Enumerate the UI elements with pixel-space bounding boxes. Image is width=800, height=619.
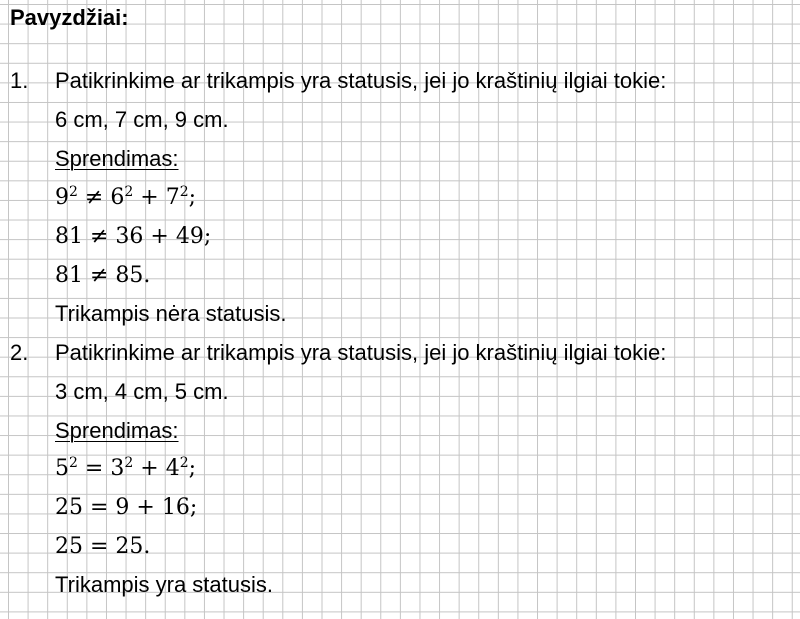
page-title: Pavyzdžiai: [10, 5, 129, 30]
example-2-number: 2. [10, 340, 29, 365]
example-2-equation-3: 25 = 25. [55, 534, 151, 559]
example-1-number: 1. [10, 68, 29, 93]
example-1-equation-2: 81 ≠ 36 + 49; [55, 224, 212, 249]
example-2-equation-1: $5^2 = 3^2 + 4^2$; [55, 455, 197, 481]
example-2-conclusion: Trikampis yra statusis. [55, 572, 274, 597]
example-2-problem-line2: 3 cm, 4 cm, 5 cm. [55, 379, 229, 404]
example-2-problem-line1: Patikrinkime ar trikampis yra statusis, jei jo kraštinių ilgiai tokie: [55, 340, 667, 365]
example-2-solution-label: Sprendimas: [55, 418, 179, 443]
example-2-equation-2: 25 = 9 + 16; [55, 495, 198, 520]
example-1-equation-1: $9^2 \ne 6^2 + 7^2$; [55, 184, 197, 210]
example-1-solution-label: Sprendimas: [55, 146, 179, 171]
example-1-problem-line1: Patikrinkime ar trikampis yra statusis, jei jo kraštinių ilgiai tokie: [55, 68, 667, 93]
example-1-equation-3: 81 ≠ 85. [55, 263, 151, 288]
example-1-conclusion: Trikampis nėra statusis. [55, 301, 287, 326]
example-1-problem-line2: 6 cm, 7 cm, 9 cm. [55, 107, 229, 132]
